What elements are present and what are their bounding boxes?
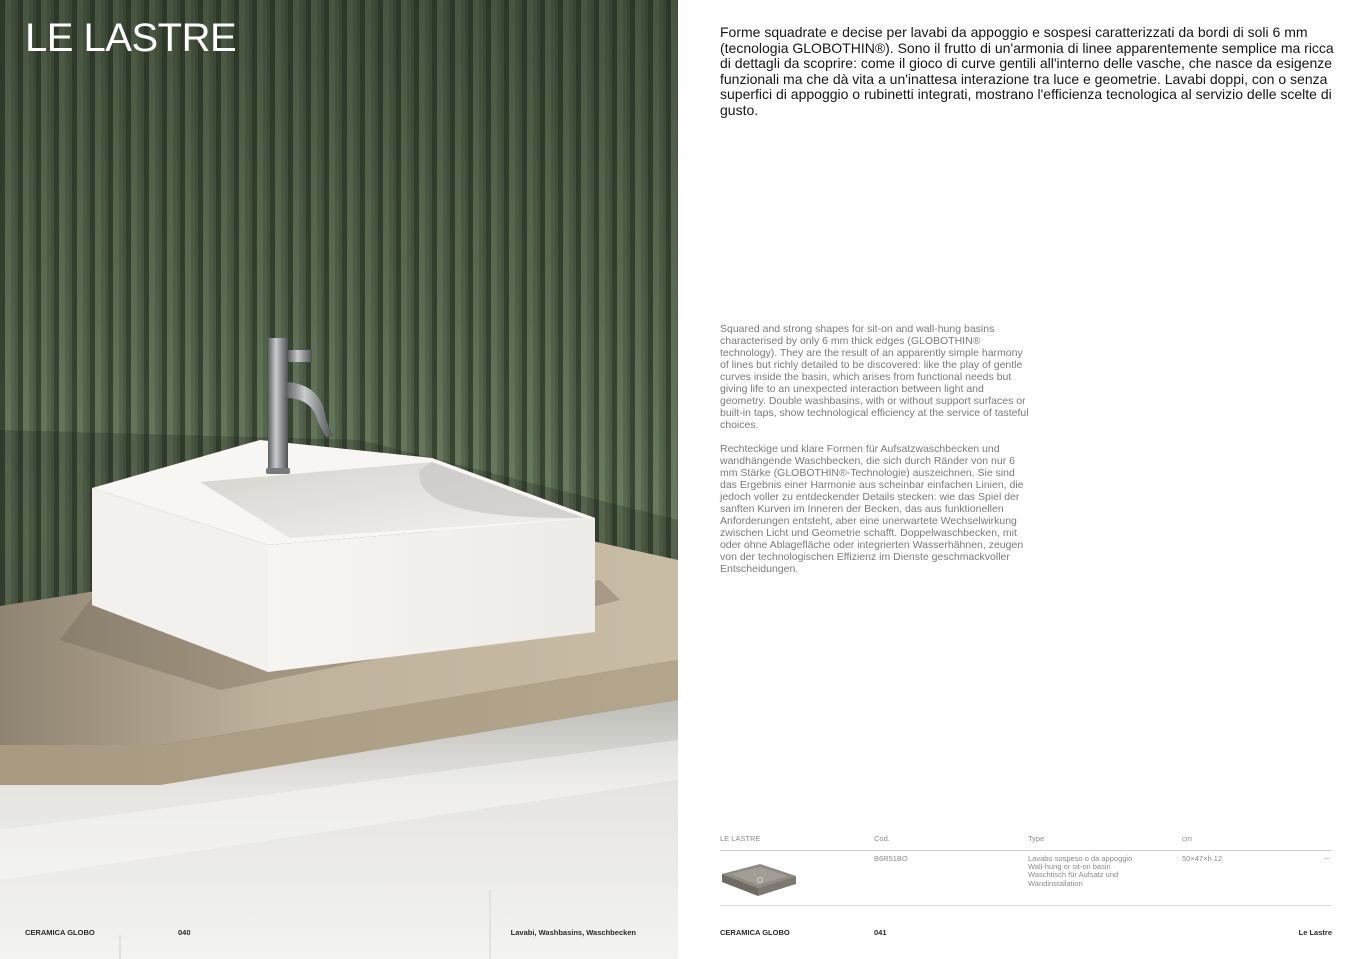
table-cell-type [1028,855,1132,888]
page-title: LE LASTRE [25,16,237,60]
table-header-product: LE LASTRE [720,834,761,843]
type-line-de-1: Waschtisch für Aufsatz und [1028,870,1119,880]
basin-thumbnail-icon [720,860,798,900]
type-line-en: Wall-hung or sit-on basin [1028,862,1111,872]
table-cell-size: 50×47×h 12 [1182,854,1223,863]
arrow-left-icon[interactable]: ← [1323,852,1332,862]
footer-page-number-right: 041 [874,928,887,937]
type-line-it: Lavabo sospeso o da appoggio [1028,854,1133,863]
footer-page-number: 040 [178,928,191,937]
table-header-size: cm [1182,834,1192,843]
right-footer [678,928,1356,942]
type-line-de-2: Wandinstallation [1028,878,1083,888]
footer-section: Lavabi, Washbasins, Waschbecken [510,928,636,937]
table-header-code: Cod. [874,834,890,843]
table-bottom-divider [720,905,1332,906]
body-german: Rechteckige und klare Formen für Aufsatzwaschbecken und wandhängende Waschbecken, die sich durch Ränder von nur 6 mm Stärke (GLOBOTHIN®-Technologie) auszeichnen. Sie sind das Ergebnis einer Harmonie aus scheinbar einfachen Linien, die jedoch voller zu entdeckender Details stecken: wie das Spiel der sanften Kurven im Inneren der Becken, das aus funktionellen Anforderungen entsteht, aber eine unerwartete Wechselwirkung zwischen Licht und Geometrie schafft. Doppelwaschbecken, mit oder ohne Ablagefläche oder integrierten Wasserhähnen, zeugen von der technologischen Effizienz im Dienste geschmackvoller Entscheidungen. [720,443,1024,575]
right-page [678,0,1356,959]
table-header-type: Type [1028,834,1045,843]
footer-section-right: Le Lastre [1298,928,1332,937]
table-cell-code: B6R51BO [874,854,908,863]
footer-brand-right: CERAMICA GLOBO [720,928,790,937]
footer-brand: CERAMICA GLOBO [25,928,95,937]
body-english: Squared and strong shapes for sit-on and wall-hung basins characterised by only 6 mm thick edges (GLOBOTHIN® technology). They are the result of an apparently simple harmony of lines but richly detailed to be discovered: like the play of gentle curves inside the basin, which arises from functional needs but giving life to an unexpected interaction between light and geometry. Double washbasins, with or without support surfaces or built-in taps, show technological efficiency at the service of tasteful choices. [720,323,1029,431]
left-footer [0,928,678,942]
intro-italian: Forme squadrate e decise per lavabi da appoggio e sospesi caratterizzati da bordi di soli 6 mm (tecnologia GLOBOTHIN®). Sono il frutto di un'armonia di linee apparentemente semplice ma ricca di dettagli da scoprire: come il gioco di curve gentili all'interno delle vasche, che nasce da esigenze funzionali ma che dà vita a un'inattesa interazione tra luce e geometrie. Lavabi doppi, con o senza superfici di appoggio o rubinetti integrati, mostrano l'efficienza tecnologica al servizio delle scelte di gusto. [720,24,1334,118]
table-header-divider [720,850,1332,851]
